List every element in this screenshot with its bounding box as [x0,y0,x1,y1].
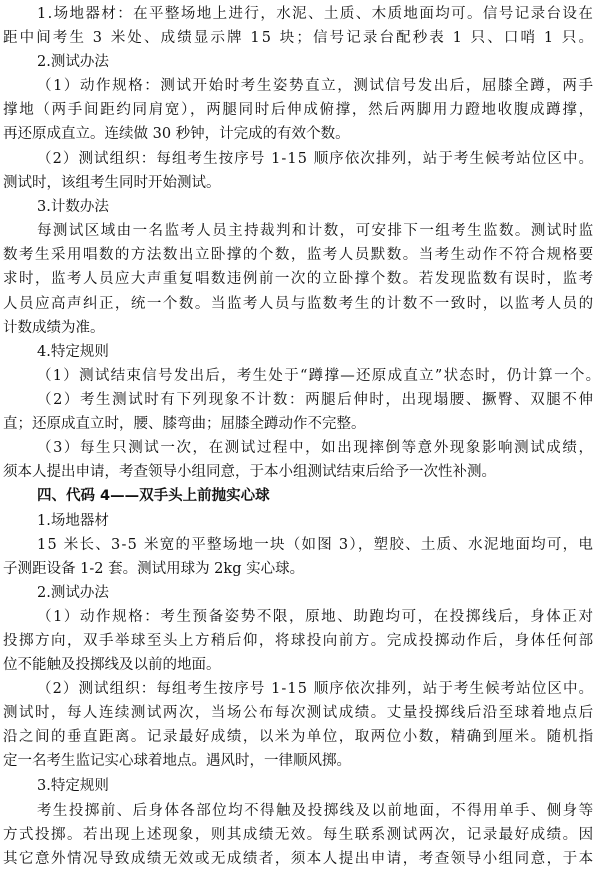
text-line [0,772,610,800]
text-line-content: 考生投掷前、后身体各部位均不得触及投掷线及以前地面，不得用单手、侧身等 [37,803,595,819]
text-line [0,747,610,775]
text-line-content: 其它意外情况导致成绩无效或无成绩者，须本人提出申请，考查领导小组同意，于本 [3,851,595,867]
text-line-content: 再还原成直立。连续做 30 秒钟，计完成的有效个数。 [3,126,350,142]
text-line-content: （2）考生测试时有下列现象不计数：两腿后伸时，出现塌腰、撅臀、双腿不伸 [37,392,595,408]
text-line-content: 定一名考生监记实心球着地点。遇风时，一律顺风掷。 [3,753,351,769]
text-line-content: 子测距设备 1-2 套。测试用球为 2kg 实心球。 [3,561,305,577]
text-line-content: 四、代码 4——双手头上前抛实心球 [37,488,270,504]
text-line-content: 3.计数办法 [37,199,109,215]
text-line-content: 1.场地器材 [37,513,109,529]
text-line-content: 数考生采用唱数的方法数出立卧撑的个数，监考人员默数。当考生动作不符合规格要 [3,247,595,263]
text-line-content: （1）动作规格：测试开始时考生姿势直立，测试信号发出后，屈膝全蹲，两手 [37,78,595,94]
text-line-content: 每测试区域由一名监考人员主持裁判和计数，可安排下一组考生监数。测试时监 [37,223,595,239]
text-line-content: （1）测试结束信号发出后，考生处于“蹲撑—还原成直立”状态时，仍计算一个。 [37,368,602,384]
text-line-content: 沿之间的垂直距离。记录最好成绩，以米为单位，取两位小数，精确到厘米。随机指 [3,729,595,745]
text-line-content: 计数成绩为准。 [3,320,105,336]
text-line-content: 投掷方向，双手举球至头上方稍后仰，将球投向前方。完成投掷动作后，身体任何部 [3,633,595,649]
text-line-content: 4.特定规则 [37,344,109,360]
text-line-content: 撑地（两手间距约同肩宽），两腿同时后伸成俯撑，然后两脚用力蹬地收腹成蹲撑， [3,102,595,118]
text-line-content: 3.特定规则 [37,778,109,794]
text-line-content: 直；还原成直立时，腰、膝弯曲；屈膝全蹲动作不完整。 [3,416,366,432]
text-line [0,845,610,873]
text-line-content: 2.测试办法 [37,585,109,601]
text-line-content: 位不能触及投掷线及以前的地面。 [3,657,221,673]
text-line-content: （1）动作规格：考生预备姿势不限，原地、助跑均可，在投掷线后，身体正对 [37,609,595,625]
text-line-content: 15 米长、3-5 米宽的平整场地一块（如图 3），塑胶、土质、水泥地面均可，电 [37,537,595,553]
text-line-content: 人员应高声纠正，统一个数。当监考人员与监数考生的计数不一致时，以监考人员的 [3,296,595,312]
text-line-content: （3）每生只测试一次，在测试过程中，如出现摔倒等意外现象影响测试成绩， [37,440,595,456]
text-line-content: 须本人提出申请，考查领导小组同意，于本小组测试结束后给予一次性补测。 [3,464,496,480]
text-line-content: 求时，监考人员应大声重复唱数违例前一次的立卧撑个数。若发现监数有误时，监考 [3,271,595,287]
text-line-content: 方式投掷。若出现上述现象，则其成绩无效。每生联系测试两次，记录最好成绩。因 [3,827,595,843]
text-line-content: 距中间考生 3 米处、成绩显示牌 15 块；信号记录台配秒表 1 只、口哨 1 只。 [3,30,596,46]
text-line [0,265,610,293]
text-line-content: （2）测试组织：每组考生按序号 1-15 顺序依次排列，站于考生候考站位区中。 [37,681,595,697]
text-line-content: 测试时，该组考生同时开始测试。 [3,175,221,191]
section-heading [0,482,610,510]
text-line [0,120,610,148]
text-line-content: 测试时，每人连续测试两次，当场公布每次测试成绩。丈量投掷线后沿至球着地点后 [3,705,595,721]
text-line-content: 2.测试办法 [37,54,109,70]
text-line-content: 1.场地器材：在平整场地上进行，水泥、土质、木质地面均可。信号记录台设在 [37,6,595,22]
text-line-content: （2）测试组织：每组考生按序号 1-15 顺序依次排列，站于考生候考站位区中。 [37,151,595,167]
